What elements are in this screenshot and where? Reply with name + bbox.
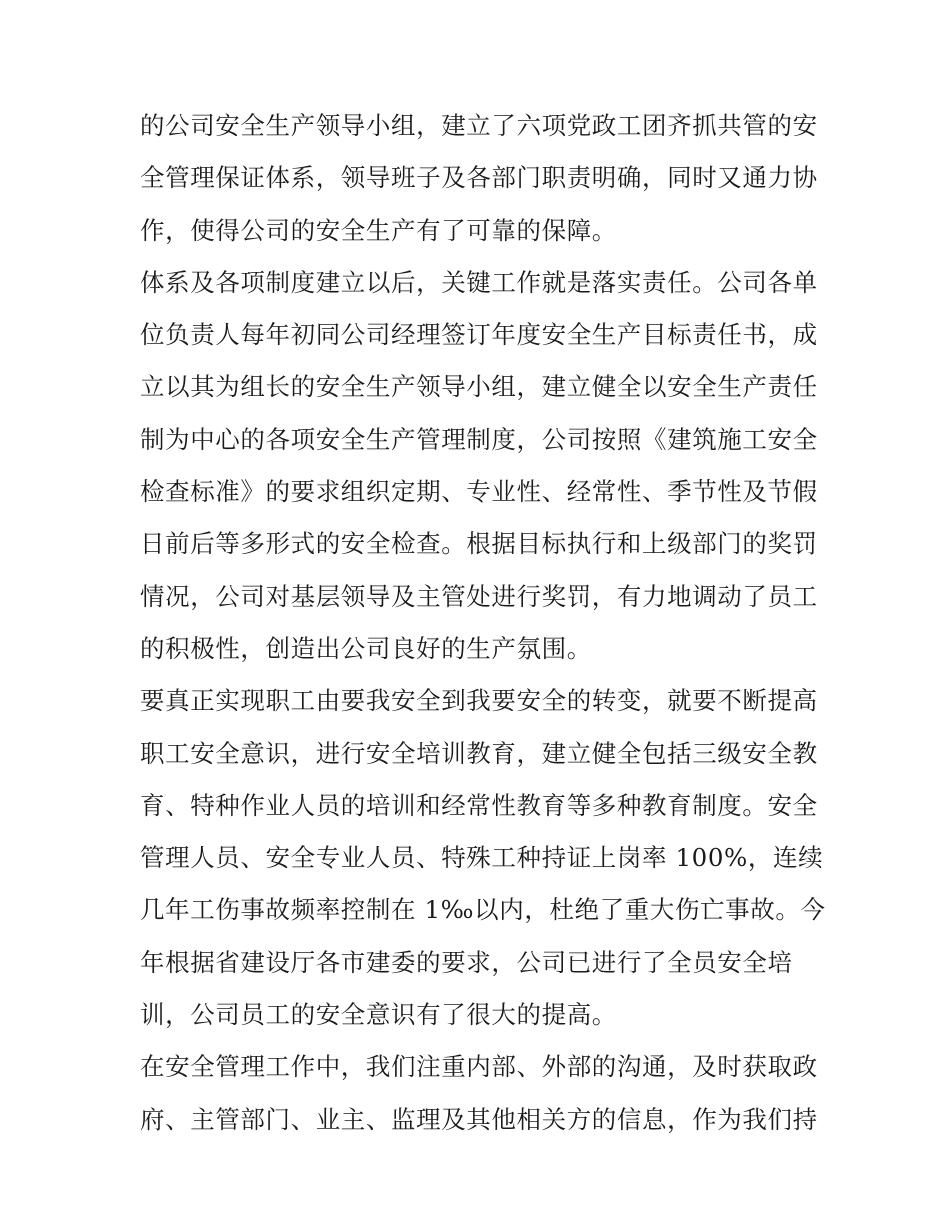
text-line: 训，公司员工的安全意识有了很大的提高。 [140,1000,617,1030]
text-line: 要真正实现职工由要我安全到我要安全的转变，就要不断提高 [140,686,818,716]
paragraph-2 [140,257,820,675]
text-line: 检查标准》的要求组织定期、专业性、经常性、季节性及节假 [140,477,818,507]
text-line: 育、特种作业人员的培训和经常性教育等多种教育制度。安全 [140,790,818,820]
text-line: 立以其为组长的安全生产领导小组，建立健全以安全生产责任 [140,372,818,402]
paragraph-3 [140,675,826,1041]
text-line: 的积极性，创造出公司良好的生产氛围。 [140,633,592,663]
paragraph-1 [140,100,820,257]
text-line: 管理人员、安全专业人员、特殊工种持证上岗率 100%，连续 [140,843,824,873]
document-body [140,100,826,1146]
text-line: 体系及各项制度建立以后，关键工作就是落实责任。公司各单 [140,267,818,297]
text-line: 全管理保证体系，领导班子及各部门职责明确，同时又通力协 [140,163,818,193]
text-line: 制为中心的各项安全生产管理制度，公司按照《建筑施工安全 [140,424,818,454]
text-line: 位负责人每年初同公司经理签订年度安全生产目标责任书，成 [140,320,818,350]
paragraph-4 [140,1041,820,1146]
text-line: 的公司安全生产领导小组，建立了六项党政工团齐抓共管的安 [140,111,818,140]
text-line: 日前后等多形式的安全检查。根据目标执行和上级部门的奖罚 [140,529,818,559]
text-line: 情况，公司对基层领导及主管处进行奖罚，有力地调动了员工 [140,581,818,611]
text-line: 年根据省建设厅各市建委的要求，公司已进行了全员安全培 [140,947,793,977]
text-line: 在安全管理工作中，我们注重内部、外部的沟通，及时获取政 [140,1052,818,1082]
text-line: 几年工伤事故频率控制在 1‰以内，杜绝了重大伤亡事故。今 [140,895,826,925]
text-line: 作，使得公司的安全生产有了可靠的保障。 [140,215,617,245]
text-line: 府、主管部门、业主、监理及其他相关方的信息，作为我们持 [140,1104,818,1134]
text-line: 职工安全意识，进行安全培训教育，建立健全包括三级安全教 [140,738,818,768]
